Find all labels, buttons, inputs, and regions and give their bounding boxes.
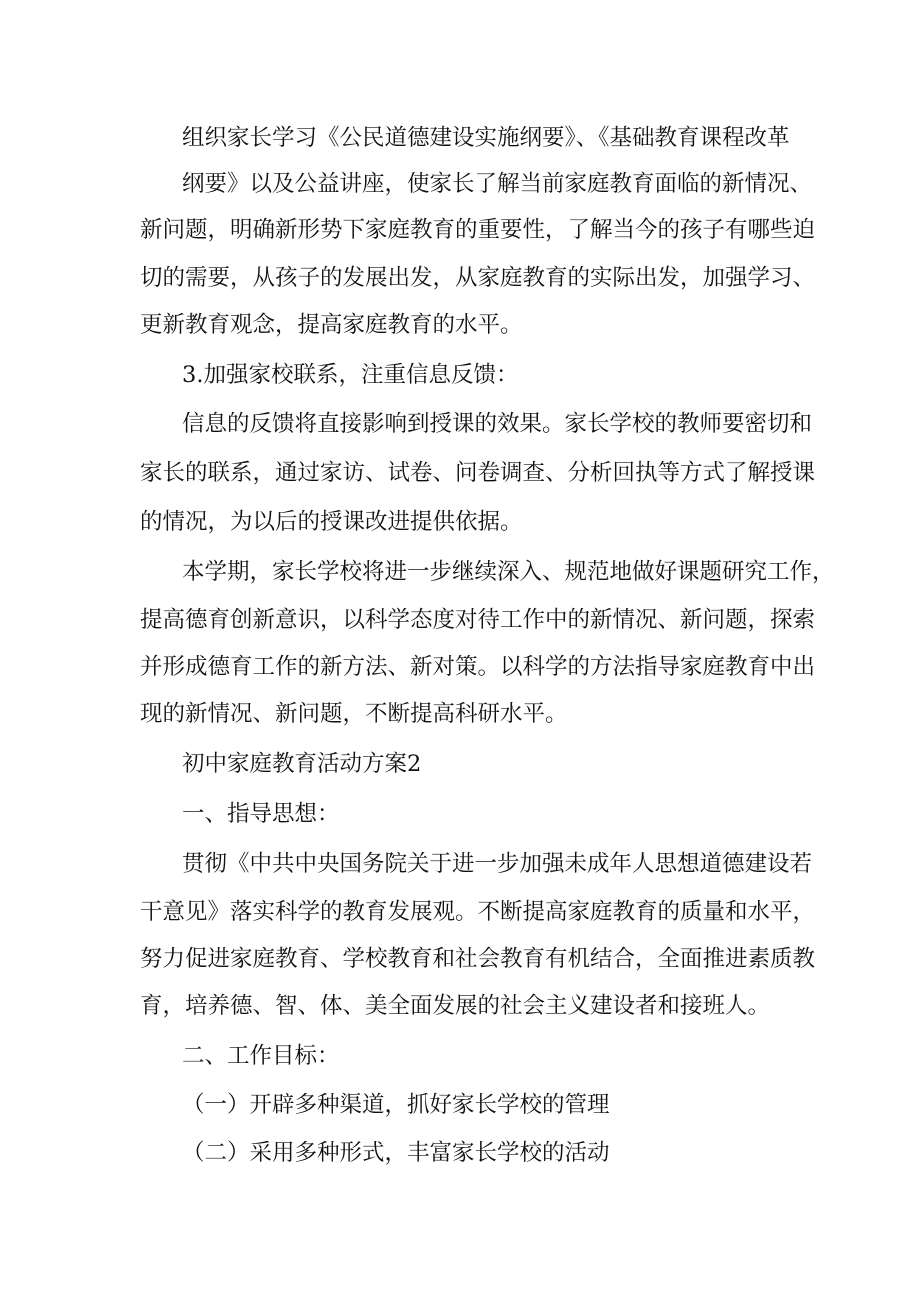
paragraph-line: 新问题，明确新形势下家庭教育的重要性，了解当今的孩子有哪些迫 xyxy=(140,217,816,243)
paragraph-line: 切的需要，从孩子的发展出发，从家庭教育的实际出发，加强学习、 xyxy=(140,265,816,291)
section-heading: 一、指导思想： xyxy=(182,801,340,827)
paragraph-line: 现的新情况、新问题，不断提高科研水平。 xyxy=(140,701,568,727)
list-item: （二）采用多种形式，丰富家长学校的活动 xyxy=(182,1140,610,1166)
paragraph-line: 信息的反馈将直接影响到授课的效果。家长学校的教师要密切和 xyxy=(182,411,813,437)
paragraph-line: 组织家长学习《公民道德建设实施纲要》、《基础教育课程改革 xyxy=(182,125,790,151)
section-heading: 3.加强家校联系，注重信息反馈： xyxy=(182,362,519,388)
document-title: 初中家庭教育活动方案2 xyxy=(182,751,422,777)
paragraph-line: 的情况，为以后的授课改进提供依据。 xyxy=(140,509,523,535)
paragraph-line: 努力促进家庭教育、学校教育和社会教育有机结合，全面推进素质教 xyxy=(140,946,816,972)
paragraph-line: 纲要》以及公益讲座，使家长了解当前家庭教育面临的新情况、 xyxy=(182,171,813,197)
paragraph-line: 提高德育创新意识，以科学态度对待工作中的新情况、新问题，探索 xyxy=(140,607,816,633)
section-heading: 二、工作目标： xyxy=(182,1043,340,1069)
paragraph-line: 更新教育观念，提高家庭教育的水平。 xyxy=(140,312,523,338)
list-item: （一）开辟多种渠道，抓好家长学校的管理 xyxy=(182,1092,610,1118)
paragraph-line: 干意见》落实科学的教育发展观。不断提高家庭教育的质量和水平， xyxy=(140,899,816,925)
paragraph-line: 家长的联系，通过家访、试卷、问卷调查、分析回执等方式了解授课 xyxy=(140,460,816,486)
paragraph-line: 育，培养德、智、体、美全面发展的社会主义建设者和接班人。 xyxy=(140,993,771,1019)
paragraph-line: 贯彻《中共中央国务院关于进一步加强未成年人思想道德建设若 xyxy=(182,851,813,877)
paragraph-line: 并形成德育工作的新方法、新对策。以科学的方法指导家庭教育中出 xyxy=(140,654,816,680)
paragraph-line: 本学期，家长学校将进一步继续深入、规范地做好课题研究工作， xyxy=(182,559,835,585)
